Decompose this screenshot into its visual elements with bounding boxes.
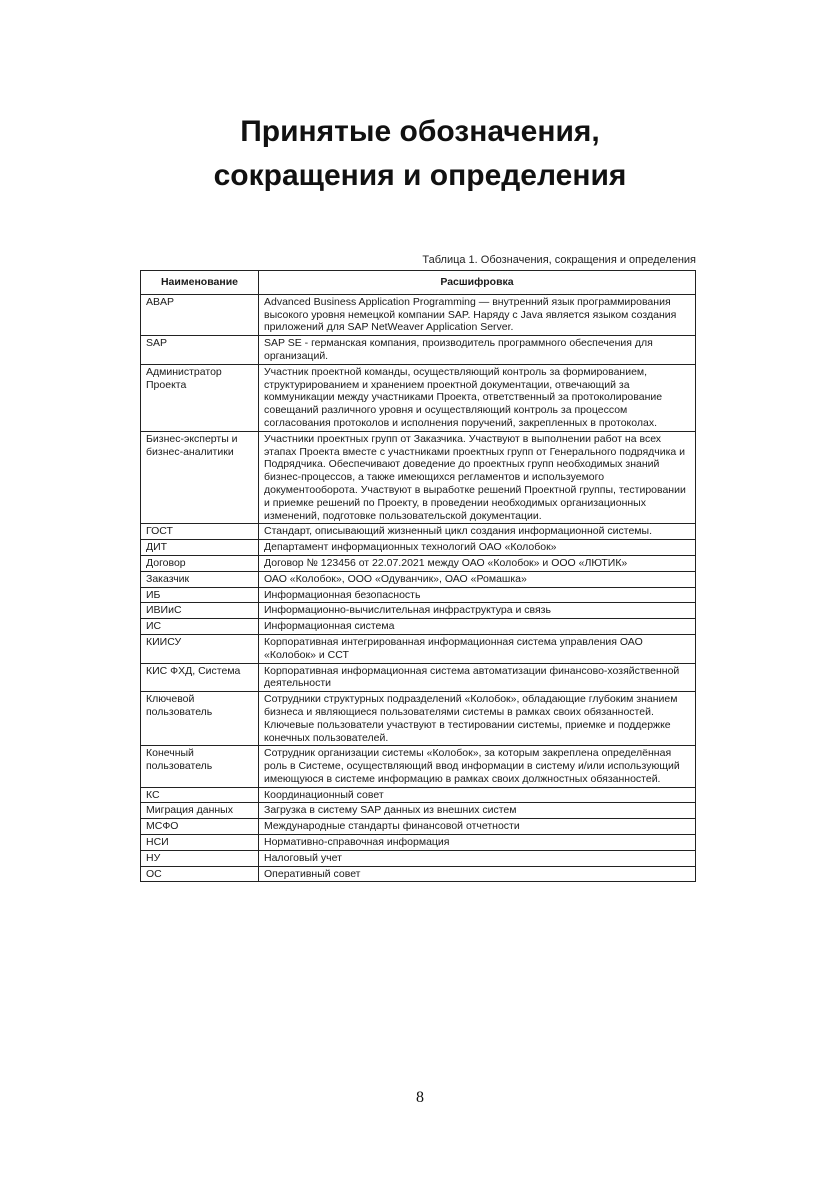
page-title (0, 110, 840, 198)
definition-cell: Участник проектной команды, осуществляющий контроль за формированием, структурированием и хранением проектной документации, отвечающий за коммуникации между участниками Проекта, ответственный за протоколирование совещаний различного уровня и осуществляющий контроль за процессом согласования протоколов и исполнения поручений, закрепленных в протоколах. (259, 364, 696, 431)
table-row (141, 431, 696, 524)
definition-cell: Нормативно-справочная информация (259, 835, 696, 851)
column-header-definition: Расшифровка (259, 271, 696, 295)
table-row (141, 603, 696, 619)
table-row (141, 524, 696, 540)
definition-cell: ОАО «Колобок», ООО «Одуванчик», ОАО «Ромашка» (259, 571, 696, 587)
term-cell: SAP (141, 336, 259, 365)
definition-cell: Корпоративная интегрированная информационная система управления ОАО «Колобок» и ССТ (259, 634, 696, 663)
term-cell: КИС ФХД, Система (141, 663, 259, 692)
definition-cell: Департамент информационных технологий ОАО «Колобок» (259, 540, 696, 556)
table-row (141, 634, 696, 663)
definition-cell: Сотрудник организации системы «Колобок», за которым закреплена определённая роль в Системе, осуществляющий ввод информации в систему и/или использующий имеющуюся в системе информацию в рамках своих должностных обязанностей. (259, 746, 696, 787)
table-row (141, 787, 696, 803)
table-row (141, 692, 696, 746)
term-cell: Миграция данных (141, 803, 259, 819)
term-cell: Заказчик (141, 571, 259, 587)
definition-cell: Оперативный совет (259, 866, 696, 882)
column-header-term: Наименование (141, 271, 259, 295)
term-cell: ИС (141, 619, 259, 635)
term-cell: Бизнес-эксперты и бизнес-аналитики (141, 431, 259, 524)
term-cell: ABAP (141, 294, 259, 335)
definition-cell: Сотрудники структурных подразделений «Колобок», обладающие глубоким знанием бизнеса и являющиеся пользователями системы в рамках своих обязанностей. Ключевые пользователи участвуют в тестировании системы, приемке и поддержке конечных пользователей. (259, 692, 696, 746)
glossary-table (140, 270, 696, 882)
table-row (141, 294, 696, 335)
definition-cell: Стандарт, описывающий жизненный цикл создания информационной системы. (259, 524, 696, 540)
term-cell: ДИТ (141, 540, 259, 556)
table-row (141, 587, 696, 603)
definition-cell: SAP SE - германская компания, производитель программного обеспечения для организаций. (259, 336, 696, 365)
term-cell: Конечный пользователь (141, 746, 259, 787)
term-cell: Договор (141, 555, 259, 571)
term-cell: ОС (141, 866, 259, 882)
page-number: 8 (416, 1089, 424, 1106)
term-cell: КС (141, 787, 259, 803)
table-row (141, 540, 696, 556)
table-row (141, 336, 696, 365)
term-cell: НУ (141, 850, 259, 866)
definition-cell: Корпоративная информационная система автоматизации финансово-хозяйственной деятельности (259, 663, 696, 692)
definition-cell: Договор № 123456 от 22.07.2021 между ОАО «Колобок» и ООО «ЛЮТИК» (259, 555, 696, 571)
table-row (141, 663, 696, 692)
table-row (141, 850, 696, 866)
table-row (141, 364, 696, 431)
title-line-1: Принятые обозначения, (240, 115, 600, 148)
definition-cell: Загрузка в систему SAP данных из внешних систем (259, 803, 696, 819)
definition-cell: Информационно-вычислительная инфраструктура и связь (259, 603, 696, 619)
definition-cell: Информационная система (259, 619, 696, 635)
definition-cell: Advanced Business Application Programming — внутренний язык программирования высокого уровня немецкой компании SAP. Наряду с Java является языком создания приложений для SAP NetWeaver Application Server. (259, 294, 696, 335)
term-cell: ГОСТ (141, 524, 259, 540)
term-cell: МСФО (141, 819, 259, 835)
table-row (141, 835, 696, 851)
table-header-row (141, 271, 696, 295)
definition-cell: Координационный совет (259, 787, 696, 803)
table-row (141, 555, 696, 571)
table-row (141, 746, 696, 787)
title-line-2: сокращения и определения (213, 159, 627, 192)
table-row (141, 866, 696, 882)
term-cell: Администратор Проекта (141, 364, 259, 431)
definition-cell: Международные стандарты финансовой отчетности (259, 819, 696, 835)
term-cell: НСИ (141, 835, 259, 851)
term-cell: КИИСУ (141, 634, 259, 663)
definition-cell: Информационная безопасность (259, 587, 696, 603)
term-cell: Ключевой пользователь (141, 692, 259, 746)
table-row (141, 619, 696, 635)
definition-cell: Налоговый учет (259, 850, 696, 866)
table-row (141, 803, 696, 819)
term-cell: ИБ (141, 587, 259, 603)
table-row (141, 571, 696, 587)
term-cell: ИВИиС (141, 603, 259, 619)
table-caption: Таблица 1. Обозначения, сокращения и определения (422, 254, 696, 266)
table-row (141, 819, 696, 835)
definition-cell: Участники проектных групп от Заказчика. Участвуют в выполнении работ на всех этапах Проекта вместе с участниками проектных групп от Генерального подрядчика и Подрядчика. Обеспечивают доведение до проектных групп необходимых знаний бизнес-процессов, а также имеющихся регламентов и используемого документооборота. Участвуют в выработке решений Проектной группы, тестировании и приемке решений по Проекту, в проведении необходимых организационных изменений, подготовке пользовательской документации. (259, 431, 696, 524)
